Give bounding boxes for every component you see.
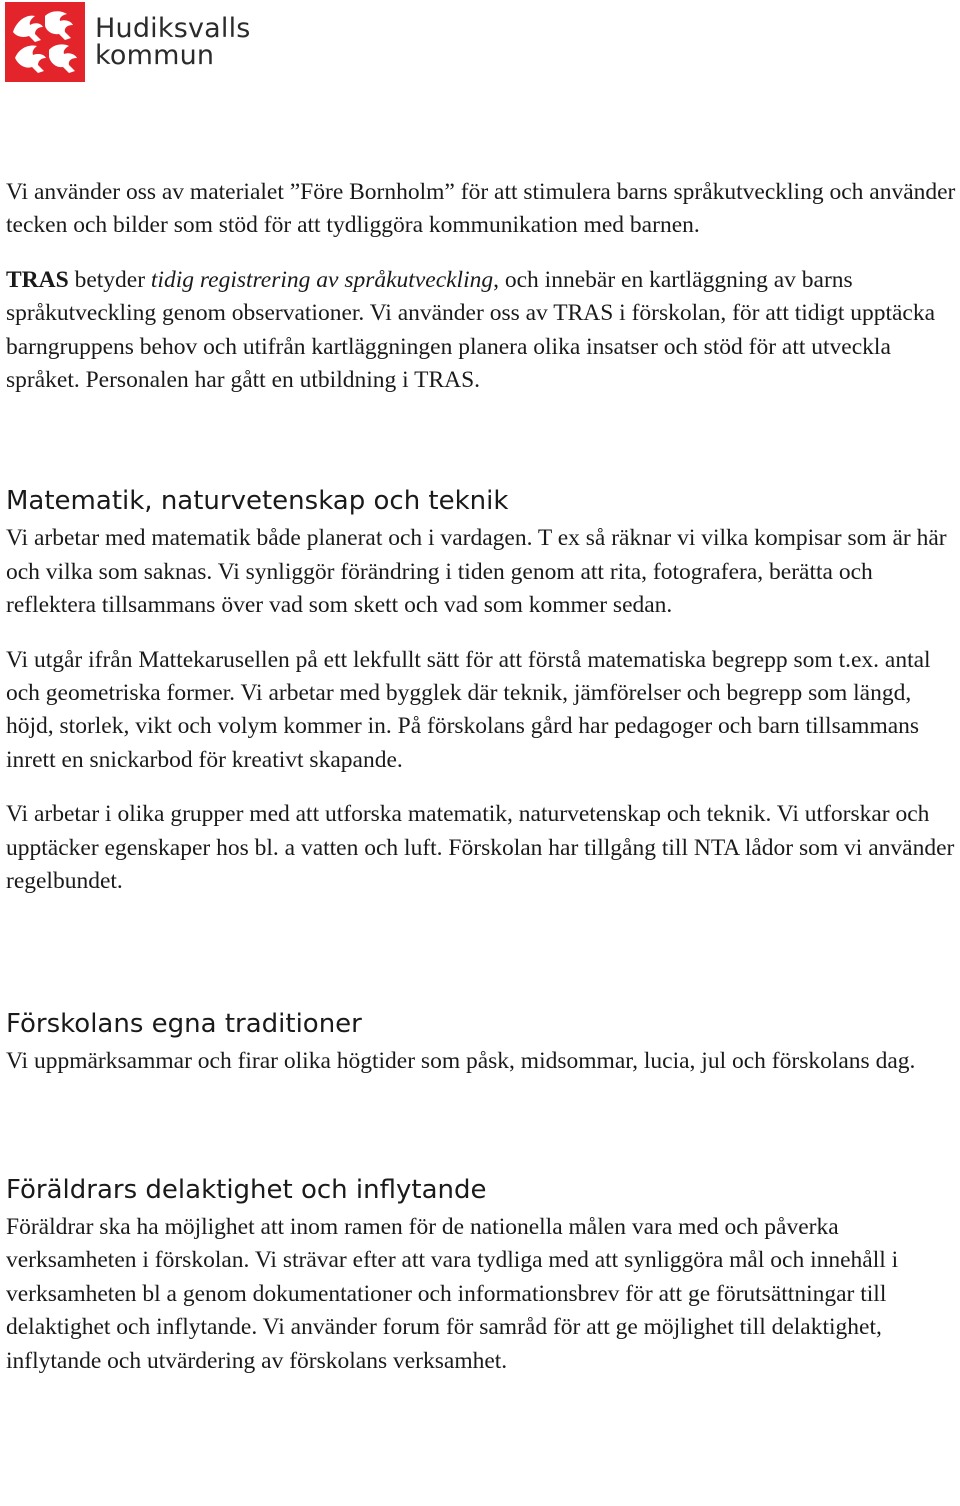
- paragraph-parents: Föräldrar ska ha möjlighet att inom ramen för de nationella målen vara med och påverka verksamheten i förskolan. Vi strävar efter att vara tydliga med att synliggöra mål och innehåll i verksamheten bl a genom dokumentationer och informationsbrev för att ge förutsättningar till delaktighet och inflytande. Vi använder forum för samråd för att ge möjlighet till delaktighet, inflytande och utvärdering av förskolans verksamhet.: [6, 1213, 899, 1374]
- logo-line-1: Hudiksvalls: [95, 13, 251, 44]
- paragraph-math-1: Vi arbetar med matematik både planerat och i vardagen. T ex så räknar vi vilka kompisar som är här och vilka som saknas. Vi synliggör förändring i tiden genom att rita, fotografera, berätta och reflektera tillsammans över vad som skett och vad som kommer sedan.: [6, 525, 947, 619]
- goat-emblem-icon: [5, 2, 85, 82]
- logo-wordmark: [95, 15, 251, 69]
- tras-definition: tidig registrering av språkutveckling: [150, 266, 494, 293]
- paragraph-traditions: Vi uppmärksammar och firar olika högtider som påsk, midsommar, lucia, jul och förskolans dag.: [6, 1047, 916, 1074]
- document-body: [6, 176, 956, 1399]
- municipality-logo: [5, 2, 251, 82]
- logo-line-2: kommun: [95, 40, 215, 71]
- heading-traditions: Förskolans egna traditioner: [6, 1008, 362, 1039]
- paragraph-math-3: Vi arbetar i olika grupper med att utforska matematik, naturvetenskap och teknik. Vi utforskar och upptäcker egenskaper hos bl. a vatten och luft. Förskolan har tillgång till NTA lådor som vi använder regelbundet.: [6, 801, 955, 895]
- paragraph-math-2: Vi utgår ifrån Mattekarusellen på ett lekfullt sätt för att förstå matematiska begrepp som t.ex. antal och geometriska former. Vi arbetar med bygglek där teknik, jämförelser och begrepp som längd, höjd, storlek, vikt och volym kommer in. På förskolans gård har pedagoger och barn tillsammans inrett en snickarbod för kreativt skapande.: [6, 646, 931, 773]
- heading-math: Matematik, naturvetenskap och teknik: [6, 486, 509, 517]
- paragraph-tras: [6, 264, 956, 398]
- heading-parents: Föräldrars delaktighet och inflytande: [6, 1174, 487, 1205]
- tras-text-1: betyder: [68, 266, 151, 293]
- paragraph-bornholm: Vi använder oss av materialet ”Före Bornholm” för att stimulera barns språkutveckling och använder tecken och bilder som stöd för att tydliggöra kommunikation med barnen.: [6, 179, 956, 239]
- tras-term: TRAS: [6, 266, 69, 293]
- tras-text-2: , och innebär en kartläggning av barns språkutveckling genom observationer. Vi använder oss av TRAS i förskolan, för att tidigt upptäcka barngruppens behov och utifrån kartläggningen planera olika insatser och stöd för att utveckla språket. Personalen har gått en utbildning i TRAS.: [6, 266, 936, 394]
